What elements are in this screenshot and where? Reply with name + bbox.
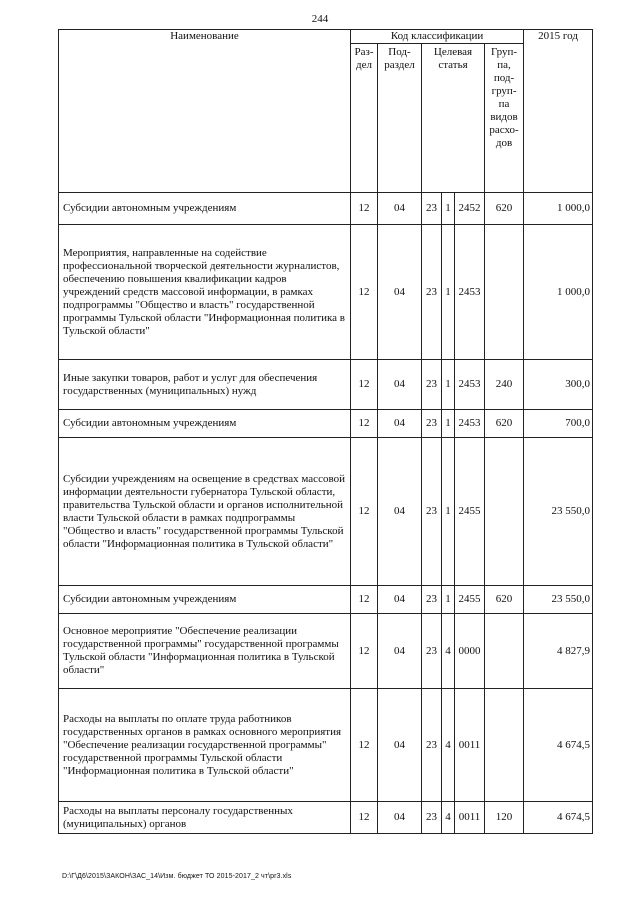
row-name: Субсидии автономным учреждениям (59, 410, 351, 438)
table-row (59, 225, 593, 360)
row-target-program: 23 (422, 614, 442, 689)
row-target-subprogram: 1 (442, 410, 455, 438)
row-expense-type: 620 (485, 410, 524, 438)
row-subsection: 04 (378, 410, 422, 438)
row-section: 12 (351, 410, 378, 438)
row-expense-type: 620 (485, 193, 524, 225)
row-name: Субсидии автономным учреждениям (59, 193, 351, 225)
row-section: 12 (351, 225, 378, 360)
row-expense-type: 620 (485, 586, 524, 614)
row-target-item: 2453 (455, 225, 485, 360)
row-target-item: 2453 (455, 360, 485, 410)
row-section: 12 (351, 689, 378, 802)
row-target-item: 2455 (455, 438, 485, 586)
row-target-program: 23 (422, 193, 442, 225)
row-amount: 23 550,0 (524, 438, 593, 586)
row-target-subprogram: 1 (442, 586, 455, 614)
row-target-program: 23 (422, 438, 442, 586)
row-target-program: 23 (422, 586, 442, 614)
row-target-subprogram: 1 (442, 193, 455, 225)
row-name: Субсидии учреждениям на освещение в средствах массовой информации деятельности губернатора Тульской области, правительства Тульской области и органов исполнительной власти Тульской области в рамках подпрограммы "Общество и власть" государственной программы Тульской области "Информационная политика в Тульской области" (59, 438, 351, 586)
page-number: 244 (311, 13, 329, 25)
row-target-subprogram: 4 (442, 614, 455, 689)
row-name: Субсидии автономным учреждениям (59, 586, 351, 614)
row-name: Расходы на выплаты персоналу государственных (муниципальных) органов (59, 802, 351, 834)
table-row (59, 410, 593, 438)
row-subsection: 04 (378, 438, 422, 586)
row-amount: 4 674,5 (524, 802, 593, 834)
row-name: Основное мероприятие "Обеспечение реализации государственной программы" государственной программы Тульской области "Информационная политика в Тульской области" (59, 614, 351, 689)
row-target-item: 0011 (455, 689, 485, 802)
row-amount: 300,0 (524, 360, 593, 410)
row-target-program: 23 (422, 360, 442, 410)
row-target-subprogram: 1 (442, 438, 455, 586)
row-subsection: 04 (378, 193, 422, 225)
col-header-expense-group: Груп- па, под- груп- па видов расхо- дов (485, 44, 524, 193)
row-section: 12 (351, 586, 378, 614)
row-amount: 1 000,0 (524, 193, 593, 225)
col-header-subsection: Под- раздел (378, 44, 422, 193)
table-row (59, 360, 593, 410)
col-header-classification: Код классификации (351, 30, 524, 44)
row-expense-type: 240 (485, 360, 524, 410)
row-section: 12 (351, 360, 378, 410)
row-target-program: 23 (422, 410, 442, 438)
row-subsection: 04 (378, 360, 422, 410)
row-name: Иные закупки товаров, работ и услуг для обеспечения государственных (муниципальных) нужд (59, 360, 351, 410)
col-header-year: 2015 год (524, 30, 593, 193)
row-amount: 4 674,5 (524, 689, 593, 802)
row-name: Расходы на выплаты по оплате труда работников государственных органов в рамках основного мероприятия "Обеспечение реализации государственной программы" государственной программы Тульской области "Информационная политика в Тульской области" (59, 689, 351, 802)
table-row (59, 586, 593, 614)
row-target-program: 23 (422, 689, 442, 802)
row-subsection: 04 (378, 689, 422, 802)
file-path-footer: D:\Г\Д6\2015\ЗАКОН\ЗАС_14\Изм. бюджет ТО 2015-2017_2 чт\pr3.xls (62, 873, 292, 880)
col-header-target: Целевая статья (422, 44, 485, 193)
row-target-subprogram: 1 (442, 360, 455, 410)
table-row (59, 193, 593, 225)
row-target-item: 2453 (455, 410, 485, 438)
row-section: 12 (351, 802, 378, 834)
row-target-item: 2452 (455, 193, 485, 225)
row-name: Мероприятия, направленные на содействие профессиональной творческой деятельности журналистов, обеспечению повышения квалификации кадров учреждений средств массовой информации, в рамках подпрограммы "Общество и власть" государственной программы Тульской области "Информационная политика в Тульской области" (59, 225, 351, 360)
row-target-program: 23 (422, 802, 442, 834)
col-header-section: Раз- дел (351, 44, 378, 193)
table-row (59, 438, 593, 586)
row-subsection: 04 (378, 225, 422, 360)
row-section: 12 (351, 438, 378, 586)
row-amount: 4 827,9 (524, 614, 593, 689)
row-section: 12 (351, 614, 378, 689)
row-amount: 23 550,0 (524, 586, 593, 614)
table-row (59, 802, 593, 834)
row-section: 12 (351, 193, 378, 225)
table-row (59, 614, 593, 689)
row-expense-type: 120 (485, 802, 524, 834)
row-target-program: 23 (422, 225, 442, 360)
row-expense-type (485, 689, 524, 802)
col-header-name: Наименование (59, 30, 351, 193)
row-expense-type (485, 225, 524, 360)
row-subsection: 04 (378, 586, 422, 614)
table-row (59, 689, 593, 802)
row-target-item: 0000 (455, 614, 485, 689)
row-target-subprogram: 4 (442, 802, 455, 834)
row-target-subprogram: 4 (442, 689, 455, 802)
row-target-item: 2455 (455, 586, 485, 614)
row-target-item: 0011 (455, 802, 485, 834)
row-subsection: 04 (378, 802, 422, 834)
row-amount: 700,0 (524, 410, 593, 438)
row-expense-type (485, 438, 524, 586)
budget-table (58, 29, 593, 834)
row-subsection: 04 (378, 614, 422, 689)
row-amount: 1 000,0 (524, 225, 593, 360)
row-target-subprogram: 1 (442, 225, 455, 360)
row-expense-type (485, 614, 524, 689)
